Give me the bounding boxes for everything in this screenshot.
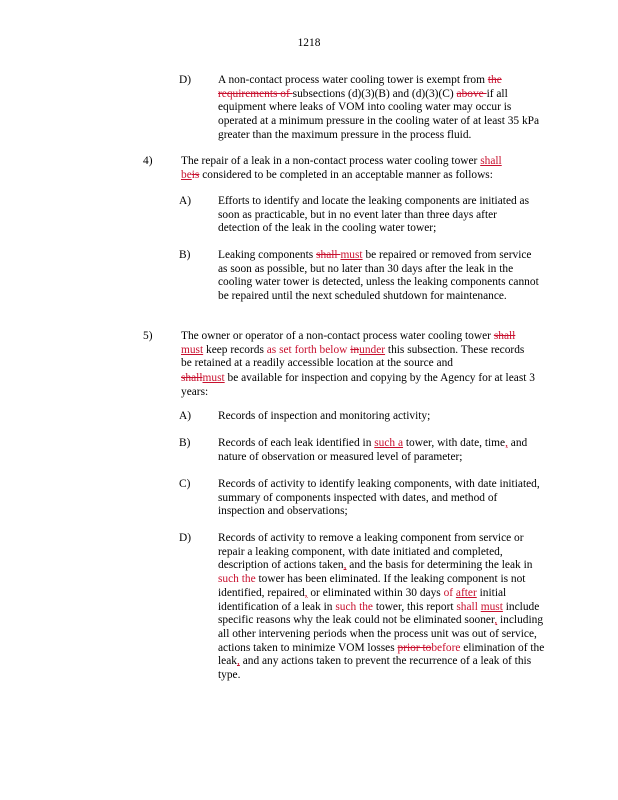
item-text: Efforts to identify and locate the leaking components are initiated as soon as practicable, but in no event later than three days after detection of the leak in the cooling water tower; <box>218 195 530 235</box>
inserted-text: , <box>494 614 498 627</box>
deleted-text: shall <box>493 330 516 342</box>
item-label: B) <box>179 249 191 261</box>
item-label: A) <box>179 195 192 207</box>
item-label: 5) <box>143 330 153 342</box>
item-label: C) <box>179 478 191 490</box>
deleted-text: shall <box>316 249 341 261</box>
deleted-text: above <box>456 87 487 100</box>
added-text: such the <box>335 600 373 613</box>
deleted-text: prior to <box>397 641 432 654</box>
deleted-text: is <box>191 168 200 181</box>
added-text: as set forth below <box>266 343 351 356</box>
inserted-text: , <box>304 586 308 599</box>
item-label: 4) <box>143 155 153 167</box>
item-text: Records of activity to remove a leaking component from service or repair a leaking component, with date initiated and completed, description of actions taken, and the basis for determining the leak in such the tower has been eliminated. If the leaking component is not identified, repaired, or eliminated within 30 days of after initial identification of a leak in such the tower, this report shall must include specific reasons why the leak could not be eliminated sooner, including all other intervening periods when the process unit was out of service, actions taken to minimize VOM losses prior tobefore elimination of the leak, and any actions taken to prevent the recurrence of a leak of this type. <box>218 532 545 682</box>
item-text: Records of activity to identify leaking components, with date initiated, summary of components inspected with dates, and method of inspection and observations; <box>218 478 540 518</box>
inserted-text: be <box>181 168 192 181</box>
item-label: A) <box>179 410 192 422</box>
inserted-text: must <box>202 372 225 384</box>
inserted-text: must <box>340 249 363 261</box>
page-number: 1218 <box>297 37 321 49</box>
inserted-text: shall <box>480 155 502 167</box>
item-text: Leaking components shall must be repaired or removed from service as soon as possible, but no later than 30 days after the leak in the cooling water tower is detected, unless the leaking components cannot be repaired until the next scheduled shutdown for maintenance. <box>218 249 539 303</box>
item-text: Records of each leak identified in such a tower, with date, time, and nature of observation or measured level of parameter; <box>218 437 528 463</box>
item-label: D) <box>179 74 192 86</box>
inserted-text: such a <box>374 437 404 449</box>
added-text: shall <box>456 600 481 613</box>
added-text: such the <box>218 573 256 586</box>
inserted-text: , <box>343 559 347 572</box>
deleted-text: in <box>350 343 360 356</box>
added-text: before <box>431 641 461 654</box>
deleted-text: shall <box>181 372 203 384</box>
item-text-continued: shallmust be available for inspection and copying by the Agency for at least 3 years: <box>181 372 535 398</box>
item-label: B) <box>179 437 191 449</box>
added-text: of <box>443 586 456 599</box>
item-text: The owner or operator of a non-contact process water cooling tower shall must keep records as set forth below inunder this subsection. These records be retained at a readily accessible location at the source and <box>181 330 525 370</box>
inserted-text: must <box>181 343 204 356</box>
deleted-text: requirements of <box>218 87 293 100</box>
item-text: The repair of a leak in a non-contact process water cooling tower shall beis considered to be completed in an acceptable manner as follows: <box>181 155 502 181</box>
item-text: A non-contact process water cooling tower is exempt from the requirements of subsections (d)(3)(B) and (d)(3)(C) above if all equipment where leaks of VOM into cooling water may occur is operated at a minimum pressure in the cooling water of at least 35 kPa greater than the maximum pressure in the process fluid. <box>218 74 540 141</box>
deleted-text: the <box>487 74 502 86</box>
inserted-text: under <box>359 343 386 356</box>
inserted-text: after <box>455 586 477 599</box>
item-text: Records of inspection and monitoring activity; <box>218 410 431 422</box>
inserted-text: must <box>480 600 503 613</box>
inserted-text: , <box>236 655 240 668</box>
item-label: D) <box>179 532 192 544</box>
inserted-text: , <box>505 437 508 449</box>
